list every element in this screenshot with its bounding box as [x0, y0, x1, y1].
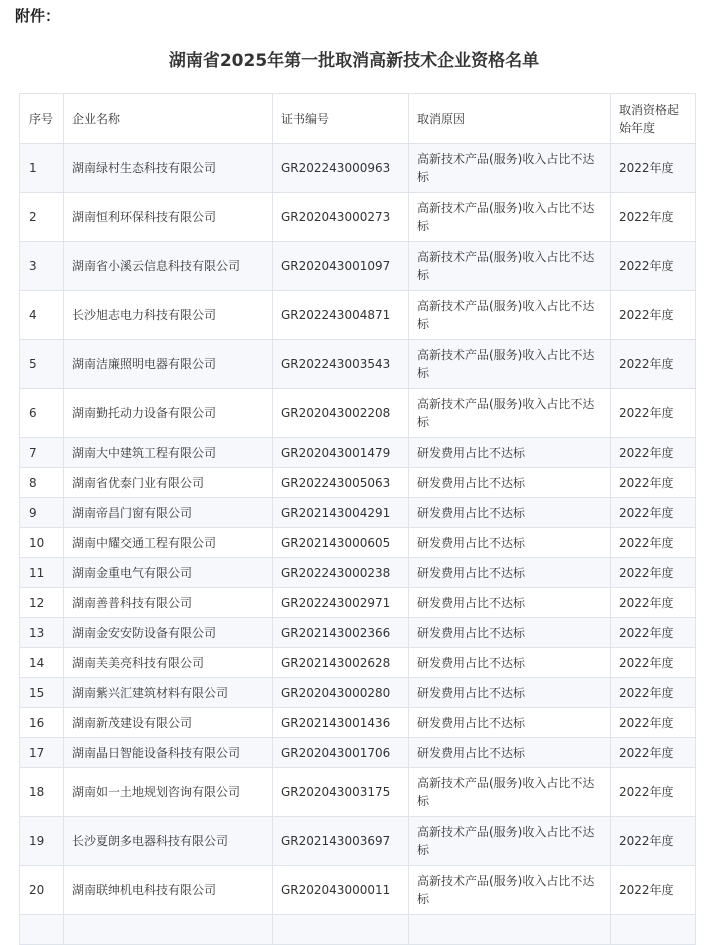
- table-row: [20, 389, 696, 438]
- cell-reason: 研发费用占比不达标: [409, 438, 611, 468]
- cell-company-name: 湖南中耀交通工程有限公司: [64, 528, 273, 558]
- table-row: [20, 340, 696, 389]
- table-row: [20, 768, 696, 817]
- cell-cert-number: GR202143004291: [273, 498, 409, 528]
- cell-cert-number: GR202243000963: [273, 144, 409, 193]
- cell-no: 17: [20, 738, 64, 768]
- cell-cert-number: GR202043001706: [273, 738, 409, 768]
- cell-cert-number: GR202243002971: [273, 588, 409, 618]
- cell-company-name: 湖南紫兴汇建筑材料有限公司: [64, 678, 273, 708]
- cell-no: 14: [20, 648, 64, 678]
- header-start-year: 取消资格起始年度: [611, 94, 696, 144]
- cell-start-year: [611, 915, 696, 945]
- cell-reason: 研发费用占比不达标: [409, 738, 611, 768]
- cell-cert-number: GR202143000605: [273, 528, 409, 558]
- cell-reason: 研发费用占比不达标: [409, 708, 611, 738]
- cell-start-year: 2022年度: [611, 708, 696, 738]
- cell-start-year: 2022年度: [611, 618, 696, 648]
- cell-company-name: 湖南绿村生态科技有限公司: [64, 144, 273, 193]
- cell-company-name: 湖南金重电气有限公司: [64, 558, 273, 588]
- cell-no: 3: [20, 242, 64, 291]
- cell-company-name: 湖南洁廉照明电器有限公司: [64, 340, 273, 389]
- cell-reason: 研发费用占比不达标: [409, 648, 611, 678]
- table-row: [20, 708, 696, 738]
- cell-start-year: 2022年度: [611, 648, 696, 678]
- table-header-row: [20, 94, 696, 144]
- cell-company-name: 湖南大中建筑工程有限公司: [64, 438, 273, 468]
- cell-company-name: 湖南晶日智能设备科技有限公司: [64, 738, 273, 768]
- cell-company-name: 湖南芙美亮科技有限公司: [64, 648, 273, 678]
- cell-cert-number: GR202243005063: [273, 468, 409, 498]
- cell-cert-number: GR202043000280: [273, 678, 409, 708]
- header-company-name: 企业名称: [64, 94, 273, 144]
- cell-reason: 研发费用占比不达标: [409, 528, 611, 558]
- cell-company-name: [64, 915, 273, 945]
- cell-no: 15: [20, 678, 64, 708]
- cell-reason: 高新技术产品(服务)收入占比不达标: [409, 866, 611, 915]
- cell-cert-number: GR202043000273: [273, 193, 409, 242]
- cell-cert-number: [273, 915, 409, 945]
- cell-no: 16: [20, 708, 64, 738]
- cell-no: 10: [20, 528, 64, 558]
- table-row: [20, 738, 696, 768]
- table-body: [20, 144, 696, 945]
- cell-no: 20: [20, 866, 64, 915]
- cell-start-year: 2022年度: [611, 389, 696, 438]
- cell-company-name: 湖南省小溪云信息科技有限公司: [64, 242, 273, 291]
- cell-no: 11: [20, 558, 64, 588]
- cell-reason: 高新技术产品(服务)收入占比不达标: [409, 389, 611, 438]
- cell-cert-number: GR202243000238: [273, 558, 409, 588]
- page-title: 湖南省2025年第一批取消高新技术企业资格名单: [168, 51, 540, 71]
- cell-reason: 研发费用占比不达标: [409, 678, 611, 708]
- cell-start-year: 2022年度: [611, 817, 696, 866]
- cell-cert-number: GR202143001436: [273, 708, 409, 738]
- cell-reason: 研发费用占比不达标: [409, 588, 611, 618]
- cell-no: 6: [20, 389, 64, 438]
- cell-reason: 高新技术产品(服务)收入占比不达标: [409, 817, 611, 866]
- cell-no: 19: [20, 817, 64, 866]
- cell-start-year: 2022年度: [611, 242, 696, 291]
- cell-company-name: 长沙旭志电力科技有限公司: [64, 291, 273, 340]
- table-row: [20, 144, 696, 193]
- cell-reason: 研发费用占比不达标: [409, 468, 611, 498]
- table-row: [20, 817, 696, 866]
- header-no: 序号: [20, 94, 64, 144]
- table-row: [20, 468, 696, 498]
- cell-start-year: 2022年度: [611, 193, 696, 242]
- cell-start-year: 2022年度: [611, 144, 696, 193]
- cell-reason: 研发费用占比不达标: [409, 558, 611, 588]
- cell-company-name: 湖南恒利环保科技有限公司: [64, 193, 273, 242]
- cell-start-year: 2022年度: [611, 528, 696, 558]
- table-row: [20, 558, 696, 588]
- cell-start-year: 2022年度: [611, 498, 696, 528]
- cell-start-year: 2022年度: [611, 340, 696, 389]
- cell-no: 2: [20, 193, 64, 242]
- cell-cert-number: GR202043001097: [273, 242, 409, 291]
- cell-reason: 高新技术产品(服务)收入占比不达标: [409, 144, 611, 193]
- table-row: [20, 618, 696, 648]
- cell-company-name: 湖南新茂建设有限公司: [64, 708, 273, 738]
- table-row: [20, 193, 696, 242]
- table-row: [20, 242, 696, 291]
- cell-cert-number: GR202043002208: [273, 389, 409, 438]
- cell-cert-number: GR202043003175: [273, 768, 409, 817]
- cell-company-name: 湖南勤托动力设备有限公司: [64, 389, 273, 438]
- cell-company-name: 湖南省优泰门业有限公司: [64, 468, 273, 498]
- cell-company-name: 长沙夏朗多电器科技有限公司: [64, 817, 273, 866]
- cell-no: 7: [20, 438, 64, 468]
- cell-reason: 研发费用占比不达标: [409, 618, 611, 648]
- cell-reason: 高新技术产品(服务)收入占比不达标: [409, 193, 611, 242]
- cell-company-name: 湖南如一土地规划咨询有限公司: [64, 768, 273, 817]
- table-row: [20, 291, 696, 340]
- cell-reason: 研发费用占比不达标: [409, 498, 611, 528]
- cell-reason: 高新技术产品(服务)收入占比不达标: [409, 340, 611, 389]
- cell-cert-number: GR202243003543: [273, 340, 409, 389]
- header-reason: 取消原因: [409, 94, 611, 144]
- cell-start-year: 2022年度: [611, 558, 696, 588]
- cell-company-name: 湖南帝昌门窗有限公司: [64, 498, 273, 528]
- cell-start-year: 2022年度: [611, 678, 696, 708]
- table-row: [20, 588, 696, 618]
- table-row: [20, 438, 696, 468]
- cell-reason: 高新技术产品(服务)收入占比不达标: [409, 768, 611, 817]
- header-cert-number: 证书编号: [273, 94, 409, 144]
- table-row: [20, 528, 696, 558]
- cell-reason: [409, 915, 611, 945]
- cell-reason: 高新技术产品(服务)收入占比不达标: [409, 291, 611, 340]
- cell-start-year: 2022年度: [611, 438, 696, 468]
- cell-cert-number: GR202143003697: [273, 817, 409, 866]
- table-row: [20, 498, 696, 528]
- cell-start-year: 2022年度: [611, 588, 696, 618]
- cell-no: 13: [20, 618, 64, 648]
- attachment-label: 附件：: [15, 7, 61, 25]
- cell-no: 9: [20, 498, 64, 528]
- cell-no: 4: [20, 291, 64, 340]
- cell-start-year: 2022年度: [611, 291, 696, 340]
- cell-no: [20, 915, 64, 945]
- cell-cert-number: GR202143002366: [273, 618, 409, 648]
- cell-company-name: 湖南金安安防设备有限公司: [64, 618, 273, 648]
- cell-cert-number: GR202143002628: [273, 648, 409, 678]
- cell-no: 5: [20, 340, 64, 389]
- cell-start-year: 2022年度: [611, 866, 696, 915]
- table-row: [20, 678, 696, 708]
- cell-reason: 高新技术产品(服务)收入占比不达标: [409, 242, 611, 291]
- cell-no: 8: [20, 468, 64, 498]
- revocation-table: [19, 93, 696, 945]
- cell-cert-number: GR202243004871: [273, 291, 409, 340]
- cell-no: 12: [20, 588, 64, 618]
- cell-no: 18: [20, 768, 64, 817]
- cell-start-year: 2022年度: [611, 738, 696, 768]
- table-row: [20, 648, 696, 678]
- table-row: [20, 866, 696, 915]
- cell-start-year: 2022年度: [611, 768, 696, 817]
- cell-cert-number: GR202043001479: [273, 438, 409, 468]
- cell-cert-number: GR202043000011: [273, 866, 409, 915]
- cell-start-year: 2022年度: [611, 468, 696, 498]
- cell-no: 1: [20, 144, 64, 193]
- cell-company-name: 湖南善普科技有限公司: [64, 588, 273, 618]
- cell-company-name: 湖南联绅机电科技有限公司: [64, 866, 273, 915]
- table-row: [20, 915, 696, 945]
